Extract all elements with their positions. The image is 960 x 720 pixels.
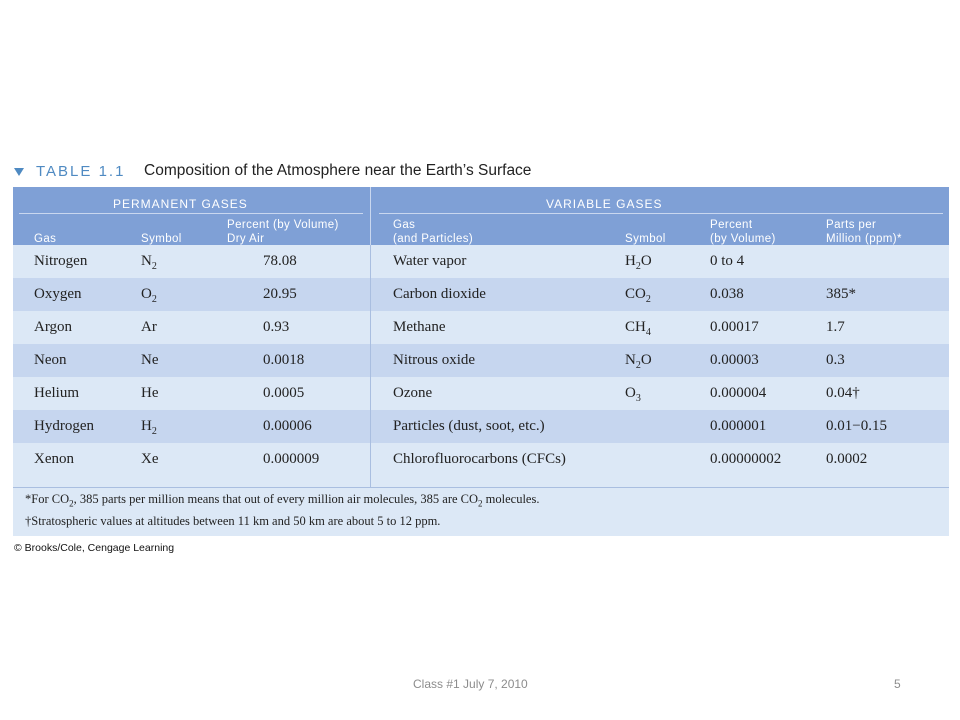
cell-pct-text: 78.08	[263, 253, 297, 269]
cell-vsym-text: N	[625, 352, 636, 368]
cell-vgas-text: Chlorofluorocarbons (CFCs)	[393, 451, 566, 467]
cell-ppm-text: 0.0002	[826, 451, 868, 467]
cell-vgas	[393, 451, 566, 468]
note-co2-sub-b: 2	[478, 498, 483, 509]
cell-gas	[34, 385, 79, 402]
cell-gas-text: Argon	[34, 319, 73, 335]
col-symbol: Symbol	[141, 233, 182, 245]
cell-pct	[263, 286, 297, 303]
header-group-separator	[370, 187, 371, 245]
table-notes	[13, 487, 949, 536]
cell-gas-text: Helium	[34, 385, 79, 401]
table-label: TABLE 1.1	[36, 163, 126, 180]
cell-gas-text: Hydrogen	[34, 418, 94, 434]
col-gas: Gas	[34, 233, 57, 245]
cell-pct-text: 0.0005	[263, 385, 305, 401]
cell-gas-text: Xenon	[34, 451, 74, 467]
cell-ppm	[826, 286, 856, 303]
cell-gas	[34, 319, 72, 336]
col-vgas-line2: (and Particles)	[393, 233, 474, 245]
cell-ppm-text: 0.04†	[826, 385, 860, 401]
cell-vgas	[393, 253, 466, 270]
cell-sym	[141, 385, 159, 404]
cell-pct	[263, 352, 304, 369]
cell-vgas	[393, 286, 486, 303]
col-ppm-line2: Million (ppm)*	[826, 233, 902, 245]
cell-pct-text: 0.93	[263, 319, 290, 335]
cell-vsym-subscript: 2	[645, 294, 651, 305]
cell-vsym-subscript: 2	[635, 360, 641, 371]
cell-vsym	[625, 385, 641, 404]
cell-vsym	[625, 253, 652, 272]
cell-ppm	[826, 385, 860, 402]
note-stratospheric: †Stratospheric values at altitudes between 11 km and 50 km are about 5 to 12 ppm.	[25, 514, 441, 528]
cell-ppm-text: 0.3	[826, 352, 845, 368]
cell-gas	[34, 286, 82, 303]
col-vpercent-line2: (by Volume)	[710, 233, 776, 245]
cell-vpct	[710, 385, 766, 402]
cell-gas	[34, 418, 94, 435]
table-row	[13, 344, 949, 377]
cell-vsym-subscript: 4	[645, 327, 651, 338]
cell-sym	[141, 451, 159, 470]
cell-ppm-text: 0.01−0.15	[826, 418, 887, 434]
cell-vpct-text: 0.00003	[710, 352, 759, 368]
note-co2-sub-a: 2	[69, 498, 74, 509]
cell-vpct	[710, 451, 781, 468]
cell-sym-text: O	[141, 286, 152, 302]
cell-vpct-text: 0.038	[710, 286, 744, 302]
cell-vgas	[393, 418, 545, 435]
cell-vsym-subscript: 2	[635, 261, 641, 272]
cell-vgas	[393, 352, 475, 369]
cell-vgas-text: Particles (dust, soot, etc.)	[393, 418, 545, 434]
cell-sym-subscript: 2	[151, 426, 157, 437]
cell-ppm-text: 1.7	[826, 319, 845, 335]
table-row	[13, 278, 949, 311]
cell-vsym-text: O	[625, 385, 636, 401]
cell-vgas-text: Water vapor	[393, 253, 467, 269]
cell-ppm	[826, 418, 887, 435]
note-co2-text-c: molecules.	[482, 492, 540, 506]
cell-vsym-text: CH	[625, 319, 646, 335]
cell-gas	[34, 253, 87, 270]
cell-vpct-text: 0 to 4	[710, 253, 745, 269]
col-vsymbol: Symbol	[625, 233, 666, 245]
cell-pct	[263, 451, 319, 468]
cell-sym-subscript: 2	[151, 261, 157, 272]
table-row	[13, 311, 949, 344]
page-number: 5	[894, 677, 901, 691]
col-percent-dry-line1: Percent (by Volume)	[227, 219, 339, 231]
cell-vsym	[625, 352, 652, 371]
cell-vpct-text: 0.00000002	[710, 451, 782, 467]
cell-sym-text: Ar	[141, 319, 157, 335]
cell-vsym-tail: O	[640, 352, 652, 368]
col-percent-dry-line2: Dry Air	[227, 233, 265, 245]
cell-vpct	[710, 352, 759, 369]
col-vpercent-line1: Percent	[710, 219, 753, 231]
cell-gas-text: Neon	[34, 352, 67, 368]
cell-pct-text: 0.00006	[263, 418, 312, 434]
cell-sym	[141, 418, 157, 437]
table-row	[13, 245, 949, 278]
cell-sym	[141, 286, 157, 305]
cell-vpct	[710, 253, 744, 270]
cell-vpct-text: 0.000004	[710, 385, 767, 401]
table-row	[13, 443, 949, 476]
group-header-row	[13, 187, 949, 214]
cell-vpct	[710, 286, 744, 303]
cell-sym	[141, 352, 159, 371]
cell-vgas	[393, 319, 445, 336]
group-separator	[370, 245, 371, 487]
cell-vsym	[625, 286, 651, 305]
cell-vsym-subscript: 3	[635, 393, 641, 404]
cell-vsym-tail: O	[640, 253, 652, 269]
variable-gases-header: VARIABLE GASES	[546, 197, 663, 211]
cell-vgas-text: Ozone	[393, 385, 433, 401]
note-co2-text-b: , 385 parts per million means that out of every million air molecules, 385 are CO	[73, 492, 479, 506]
cell-pct-text: 20.95	[263, 286, 297, 302]
cell-sym	[141, 319, 157, 338]
cell-pct	[263, 418, 312, 435]
cell-sym-text: H	[141, 418, 152, 434]
copyright-credit: © Brooks/Cole, Cengage Learning	[14, 542, 175, 554]
cell-sym-text: Ne	[141, 352, 159, 368]
footer-text: Class #1 July 7, 2010	[413, 677, 528, 691]
cell-pct	[263, 385, 304, 402]
permanent-gases-header: PERMANENT GASES	[113, 197, 248, 211]
col-vgas-line1: Gas	[393, 219, 416, 231]
cell-pct	[263, 319, 289, 336]
cell-vsym-text: CO	[625, 286, 646, 302]
cell-ppm	[826, 451, 867, 468]
cell-vgas	[393, 385, 432, 402]
cell-sym-text: N	[141, 253, 152, 269]
composition-table	[13, 187, 949, 535]
cell-vsym-text: H	[625, 253, 636, 269]
table-title: Composition of the Atmosphere near the Earth’s Surface	[144, 162, 532, 179]
note-co2-text-a: *For CO	[25, 492, 70, 506]
table-caption	[14, 162, 950, 184]
cell-ppm	[826, 319, 845, 336]
table-row	[13, 410, 949, 443]
cell-vgas-text: Methane	[393, 319, 446, 335]
cell-pct	[263, 253, 297, 270]
table-row	[13, 377, 949, 410]
cell-gas-text: Oxygen	[34, 286, 82, 302]
cell-vpct-text: 0.000001	[710, 418, 767, 434]
cell-pct-text: 0.0018	[263, 352, 305, 368]
cell-ppm-text: 385*	[826, 286, 856, 302]
cell-sym-text: Xe	[141, 451, 159, 467]
triangle-down-icon	[14, 168, 24, 176]
cell-pct-text: 0.000009	[263, 451, 320, 467]
cell-ppm	[826, 352, 845, 369]
cell-vgas-text: Nitrous oxide	[393, 352, 476, 368]
cell-vsym	[625, 319, 651, 338]
note-co2	[25, 492, 539, 509]
cell-gas-text: Nitrogen	[34, 253, 88, 269]
cell-vgas-text: Carbon dioxide	[393, 286, 486, 302]
cell-vpct-text: 0.00017	[710, 319, 759, 335]
column-header-row	[13, 214, 949, 245]
cell-sym	[141, 253, 157, 272]
cell-vpct	[710, 319, 759, 336]
cell-gas	[34, 352, 67, 369]
cell-sym-subscript: 2	[151, 294, 157, 305]
cell-gas	[34, 451, 74, 468]
cell-vpct	[710, 418, 766, 435]
cell-sym-text: He	[141, 385, 159, 401]
col-ppm-line1: Parts per	[826, 219, 877, 231]
